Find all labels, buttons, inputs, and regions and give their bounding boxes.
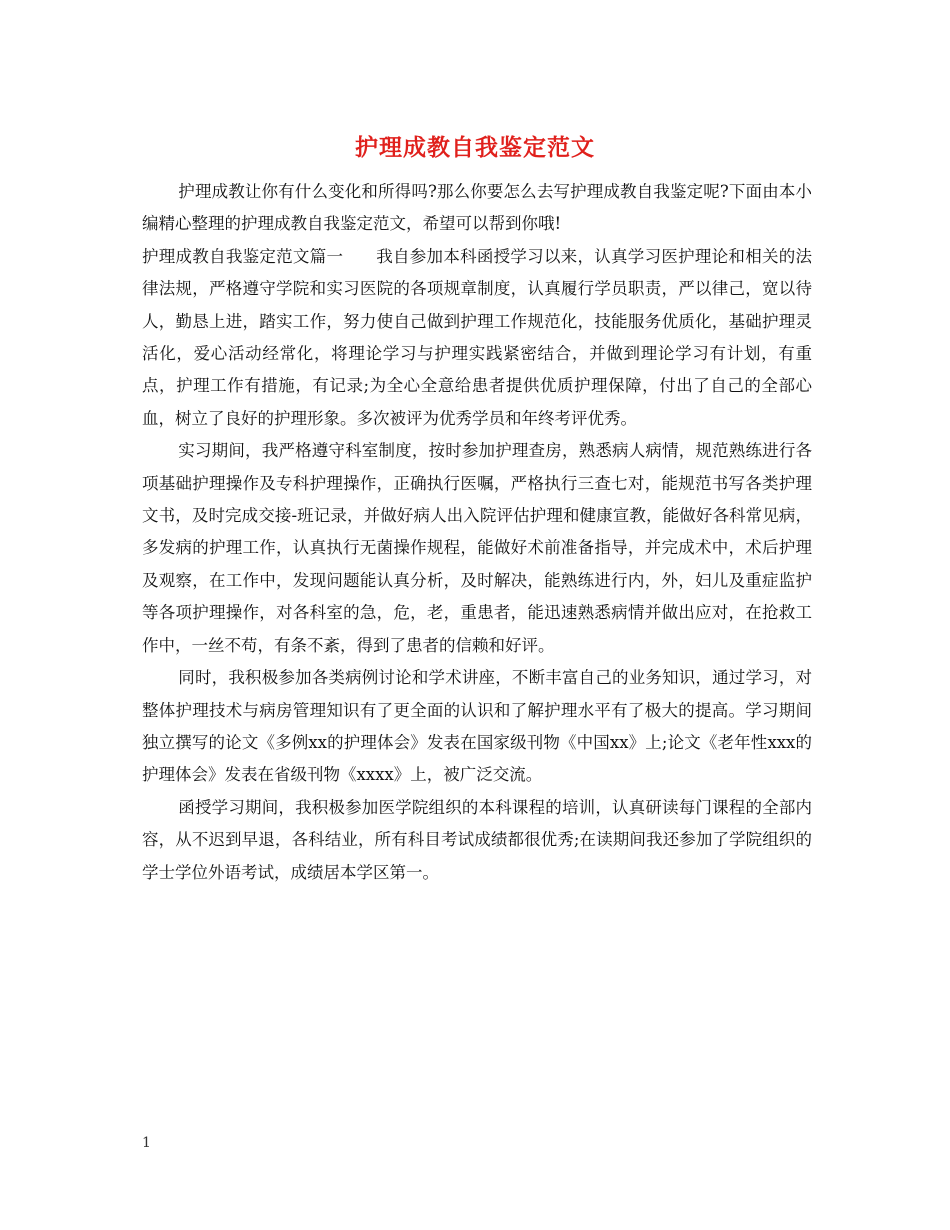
section-heading: 护理成教自我鉴定范文篇一 — [142, 246, 344, 266]
paragraph-2: 实习期间，我严格遵守科室制度，按时参加护理查房，熟悉病人病情，规范熟练进行各项基础护理操作及专科护理操作，正确执行医嘱，严格执行三查七对，能规范书写各类护理文书，及时完成交接-班记录，并做好病人出入院评估护理和健康宣教，能做好各科常见病，多发病的护理工作，认真执行无菌操作规程，能做好术前准备指导，并完成术中，术后护理及观察，在工作中，发现问题能认真分析，及时解决，能熟练进行内，外，妇儿及重症监护等各项护理操作，对各科室的急，危，老，重患者，能迅速熟悉病情并做出应对，在抢救工作中，一丝不苟，有条不紊，得到了患者的信赖和好评。 — [142, 441, 812, 655]
document-title: 护理成教自我鉴定范文 — [355, 134, 595, 161]
paragraph-3: 同时，我积极参加各类病例讨论和学术讲座，不断丰富自己的业务知识，通过学习，对整体护理技术与病房管理知识有了更全面的认识和了解护理水平有了极大的提高。学习期间独立撰写的论文《多例xx的护理体会》发表在国家级刊物《中国xx》上;论文《老年性xxx的护理体会》发表在省级刊物《xxxx》上，被广泛交流。 — [142, 668, 812, 785]
document-body — [142, 176, 812, 889]
intro-paragraph: 护理成教让你有什么变化和所得吗?那么你要怎么去写护理成教自我鉴定呢?下面由本小编精心整理的护理成教自我鉴定范文，希望可以帮到你哦! — [142, 182, 812, 234]
paragraph-1-text: 我自参加本科函授学习以来，认真学习医护理论和相关的法律法规，严格遵守学院和实习医院的各项规章制度，认真履行学员职责，严以律己，宽以待人，勤恳上进，踏实工作，努力使自己做到护理工作规范化，技能服务优质化，基础护理灵活化，爱心活动经常化，将理论学习与护理实践紧密结合，并做到理论学习有计划，有重点，护理工作有措施，有记录;为全心全意给患者提供优质护理保障，付出了自己的全部心血，树立了良好的护理形象。多次被评为优秀学员和年终考评优秀。 — [142, 246, 813, 428]
page-number: 1 — [142, 1135, 151, 1151]
paragraph-4: 函授学习期间，我积极参加医学院组织的本科课程的培训，认真研读每门课程的全部内容，从不迟到早退，各科结业，所有科目考试成绩都很优秀;在读期间我还参加了学院组织的学士学位外语考试，成绩居本学区第一。 — [142, 797, 812, 882]
section-paragraph-1 — [142, 241, 812, 435]
